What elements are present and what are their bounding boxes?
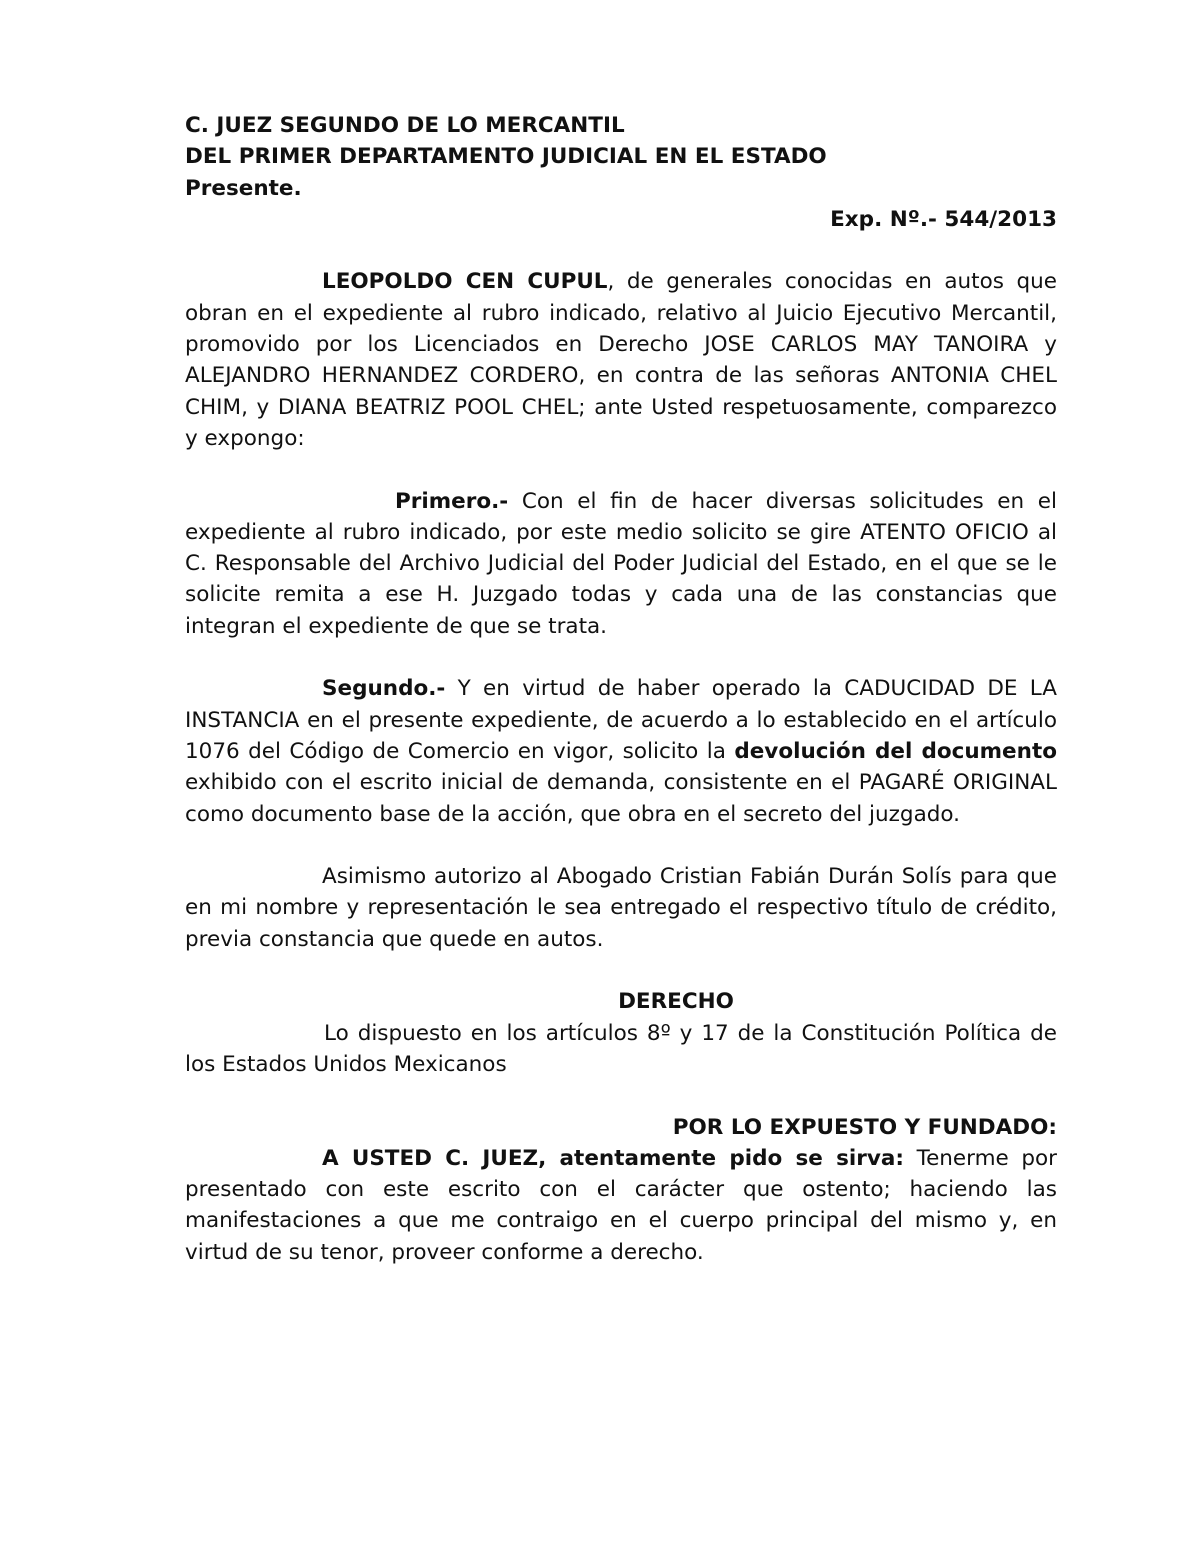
promovente-name: LEOPOLDO CEN CUPUL — [322, 269, 608, 295]
intro-text: , de generales conocidas en autos que obran en el expediente al rubro indicado, relativo al Juicio Ejecutivo Mercantil, promovido por los Licenciados en Derecho JOSE CARLOS MAY TANOIRA y ALEJANDRO HERNANDEZ CORDERO, en contra de las señoras ANTONIA CHEL CHIM, y DIANA BEATRIZ POOL CHEL; ante Usted respetuosamente, comparezco y expongo: — [185, 269, 1057, 451]
segundo-text-a: Y en virtud de haber operado la CADUCIDAD DE LA INSTANCIA en el presente expediente, de acuerdo a lo establecido en el artículo 1076 del Código de Comercio en vigor, solicito la — [185, 676, 1057, 764]
expediente-number: Exp. Nº.- 544/2013 — [830, 206, 1057, 232]
primero-paragraph — [185, 486, 1057, 642]
petitorio-heading: POR LO EXPUESTO Y FUNDADO: — [672, 1114, 1057, 1140]
segundo-label: Segundo.- — [322, 676, 446, 702]
intro-paragraph — [185, 266, 1057, 454]
segundo-bold-text: devolución del documento — [734, 738, 1057, 764]
addressee-line-1: C. JUEZ SEGUNDO DE LO MERCANTIL — [185, 113, 625, 138]
document-page — [185, 110, 1057, 1268]
asimismo-paragraph — [185, 861, 1057, 955]
petitorio-paragraph — [185, 1143, 1057, 1268]
petitorio-label: A USTED C. JUEZ, atentamente pido se sirva: — [322, 1145, 905, 1171]
segundo-text-b: exhibido con el escrito inicial de demanda, consistente en el PAGARÉ ORIGINAL como documento base de la acción, que obra en el secreto del juzgado. — [185, 770, 1057, 827]
primero-label: Primero.- — [395, 488, 509, 514]
primero-text: Con el fin de hacer diversas solicitudes en el expediente al rubro indicado, por este medio solicito se gire ATENTO OFICIO al C. Responsable del Archivo Judicial del Poder Judicial del Estado, en el que se le solicite remita a ese H. Juzgado todas y cada una de las constancias que integran el expediente de que se trata. — [185, 488, 1057, 639]
segundo-paragraph — [185, 673, 1057, 829]
asimismo-text: Asimismo autorizo al Abogado Cristian Fabián Durán Solís para que en mi nombre y representación le sea entregado el respectivo título de crédito, previa constancia que quede en autos. — [185, 864, 1057, 952]
derecho-text: Lo dispuesto en los artículos 8º y 17 de la Constitución Política de los Estados Unidos Mexicanos — [185, 1020, 1057, 1077]
petitorio-text: Tenerme por presentado con este escrito con el carácter que ostento; haciendo las manifestaciones a que me contraigo en el cuerpo principal del mismo y, en virtud de su tenor, proveer conforme a derecho. — [185, 1145, 1057, 1265]
derecho-heading: DERECHO — [618, 989, 734, 1015]
presente-line: Presente. — [185, 175, 302, 201]
derecho-paragraph — [185, 1018, 1057, 1081]
addressee-line-2: DEL PRIMER DEPARTAMENTO JUDICIAL EN EL ESTADO — [185, 144, 827, 170]
